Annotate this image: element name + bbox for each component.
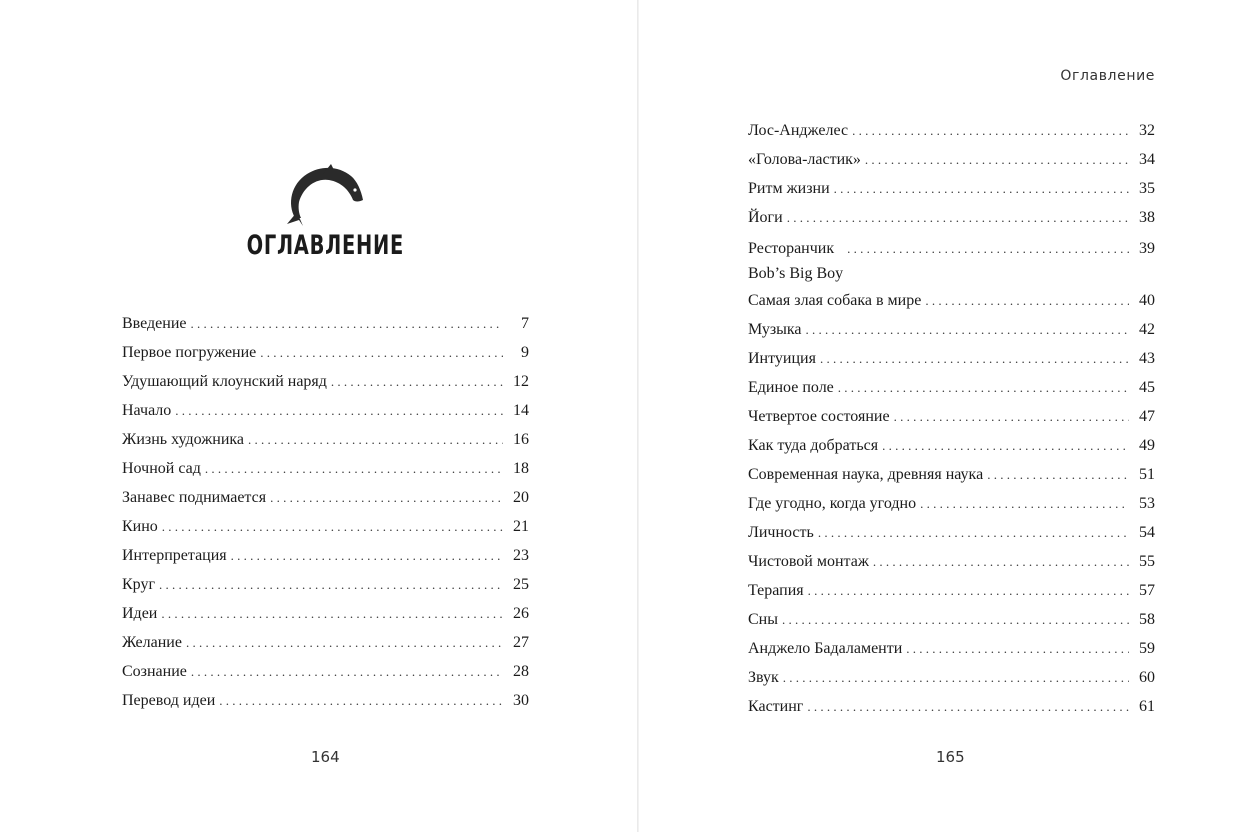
toc-entry[interactable] [748, 120, 1155, 149]
dot-leader [191, 313, 504, 335]
entry-title: Желание [122, 634, 182, 651]
entry-title: Интуиция [748, 350, 816, 367]
toc-entry[interactable] [748, 149, 1155, 178]
dot-leader [186, 632, 503, 654]
entry-page: 57 [1139, 582, 1155, 599]
toc-list-left [122, 313, 529, 719]
dot-leader [205, 458, 503, 480]
toc-entry[interactable] [748, 290, 1155, 319]
dot-leader [920, 493, 1129, 515]
toc-entry[interactable] [748, 406, 1155, 435]
dot-leader [191, 661, 503, 683]
toc-entry[interactable] [748, 319, 1155, 348]
toc-title: ОГЛАВЛЕНИЕ [246, 230, 404, 261]
entry-title: Звук [748, 669, 779, 686]
entry-page: 40 [1139, 292, 1155, 309]
entry-title: Единое поле [748, 379, 834, 396]
dot-leader [818, 522, 1129, 544]
toc-entry[interactable] [122, 516, 529, 545]
entry-title-line2: Bob’s Big Boy [748, 265, 844, 282]
page-number: 164 [311, 748, 340, 766]
entry-title: Удушающий клоунский наряд [122, 373, 327, 390]
entry-page: 47 [1139, 408, 1155, 425]
entry-title: Йоги [748, 209, 783, 226]
toc-entry[interactable] [122, 690, 529, 719]
dot-leader [838, 377, 1129, 399]
dot-leader [248, 429, 503, 451]
entry-title-line1: Ресторанчик [748, 240, 835, 257]
entry-page: 54 [1139, 524, 1155, 541]
toc-entry[interactable] [748, 522, 1155, 551]
entry-page: 12 [513, 373, 529, 390]
dot-leader [847, 238, 1129, 260]
entry-title: Как туда добраться [748, 437, 879, 454]
entry-title: Занавес поднимается [122, 489, 267, 506]
entry-title: Современная наука, древняя наука [748, 466, 984, 483]
dot-leader [807, 696, 1129, 718]
entry-page: 35 [1139, 180, 1155, 197]
entry-page: 53 [1139, 495, 1155, 512]
toc-entry[interactable] [748, 464, 1155, 493]
toc-entry[interactable] [748, 667, 1155, 696]
entry-title: Начало [122, 402, 172, 419]
entry-page: 28 [513, 663, 529, 680]
dot-leader [834, 178, 1129, 200]
entry-page: 43 [1139, 350, 1155, 367]
dot-leader [852, 120, 1129, 142]
entry-page: 60 [1139, 669, 1155, 686]
running-head: Оглавление [1060, 68, 1155, 84]
entry-page: 25 [513, 576, 529, 593]
entry-page: 14 [513, 402, 529, 419]
toc-entry[interactable] [748, 236, 1155, 290]
entry-page: 45 [1139, 379, 1155, 396]
dot-leader [783, 667, 1129, 689]
toc-entry[interactable] [122, 400, 529, 429]
entry-page: 20 [513, 489, 529, 506]
entry-title: Введение [122, 315, 187, 332]
entry-page: 27 [513, 634, 529, 651]
dot-leader [162, 516, 503, 538]
entry-page: 38 [1139, 209, 1155, 226]
entry-page: 39 [1139, 240, 1155, 257]
entry-title: Кино [122, 518, 158, 535]
entry-title: «Голова-ластик» [748, 151, 861, 168]
toc-entry[interactable] [122, 574, 529, 603]
dot-leader [331, 371, 503, 393]
dot-leader [787, 207, 1129, 229]
entry-page: 7 [521, 315, 529, 332]
dot-leader [260, 342, 503, 364]
entry-title: Самая злая собака в мире [748, 292, 922, 309]
toc-entry[interactable] [748, 638, 1155, 667]
dot-leader [925, 290, 1129, 312]
entry-title: Кастинг [748, 698, 804, 715]
dot-leader [873, 551, 1129, 573]
dot-leader [219, 690, 503, 712]
entry-page: 49 [1139, 437, 1155, 454]
dot-leader [782, 609, 1129, 631]
dot-leader [270, 487, 503, 509]
toc-entry[interactable] [748, 377, 1155, 406]
dot-leader [894, 406, 1129, 428]
entry-page: 23 [513, 547, 529, 564]
toc-list-right [748, 120, 1155, 725]
entry-title: Сны [748, 611, 778, 628]
entry-page: 58 [1139, 611, 1155, 628]
dot-leader [161, 603, 503, 625]
entry-title: Интерпретация [122, 547, 227, 564]
entry-title: Чистовой монтаж [748, 553, 869, 570]
toc-entry[interactable] [748, 207, 1155, 236]
toc-entry[interactable] [122, 313, 529, 342]
entry-title: Четвертое состояние [748, 408, 890, 425]
entry-page: 16 [513, 431, 529, 448]
toc-entry[interactable] [748, 435, 1155, 464]
entry-title: Где угодно, когда угодно [748, 495, 917, 512]
toc-entry[interactable] [748, 551, 1155, 580]
dot-leader [906, 638, 1129, 660]
dot-leader [820, 348, 1129, 370]
entry-page: 18 [513, 460, 529, 477]
toc-entry[interactable] [748, 348, 1155, 377]
toc-entry[interactable] [122, 632, 529, 661]
toc-entry[interactable] [748, 178, 1155, 207]
dot-leader [987, 464, 1129, 486]
entry-title: Музыка [748, 321, 802, 338]
entry-title: Личность [748, 524, 814, 541]
entry-title: Ритм жизни [748, 180, 830, 197]
dot-leader [175, 400, 503, 422]
toc-entry[interactable] [748, 696, 1155, 725]
entry-title: Сознание [122, 663, 187, 680]
entry-title: Лос-Анджелес [748, 122, 849, 139]
entry-page: 34 [1139, 151, 1155, 168]
dot-leader [882, 435, 1129, 457]
entry-title [748, 236, 843, 286]
entry-page: 51 [1139, 466, 1155, 483]
entry-page: 42 [1139, 321, 1155, 338]
toc-entry[interactable] [122, 429, 529, 458]
entry-page: 61 [1139, 698, 1155, 715]
entry-title: Идеи [122, 605, 158, 622]
dot-leader [806, 319, 1129, 341]
dot-leader [808, 580, 1129, 602]
dot-leader [865, 149, 1129, 171]
toc-entry[interactable] [122, 661, 529, 690]
toc-entry[interactable] [122, 487, 529, 516]
page-number: 165 [936, 748, 965, 766]
toc-entry[interactable] [748, 609, 1155, 638]
entry-page: 59 [1139, 640, 1155, 657]
toc-entry[interactable] [122, 545, 529, 574]
right-page [639, 0, 1250, 832]
entry-title: Первое погружение [122, 344, 257, 361]
toc-entry[interactable] [122, 371, 529, 400]
toc-entry[interactable] [748, 493, 1155, 522]
toc-entry[interactable] [122, 458, 529, 487]
entry-title: Ночной сад [122, 460, 201, 477]
entry-page: 26 [513, 605, 529, 622]
fish-icon [283, 160, 365, 226]
entry-title: Анджело Бадаламенти [748, 640, 903, 657]
toc-entry[interactable] [122, 603, 529, 632]
entry-page: 9 [521, 344, 529, 361]
entry-title: Круг [122, 576, 156, 593]
toc-entry[interactable] [122, 342, 529, 371]
entry-page: 21 [513, 518, 529, 535]
toc-entry[interactable] [748, 580, 1155, 609]
dot-leader [159, 574, 503, 596]
entry-title: Терапия [748, 582, 804, 599]
entry-page: 32 [1139, 122, 1155, 139]
entry-page: 55 [1139, 553, 1155, 570]
entry-title: Перевод идеи [122, 692, 216, 709]
dot-leader [231, 545, 503, 567]
entry-title: Жизнь художника [122, 431, 245, 448]
entry-page: 30 [513, 692, 529, 709]
